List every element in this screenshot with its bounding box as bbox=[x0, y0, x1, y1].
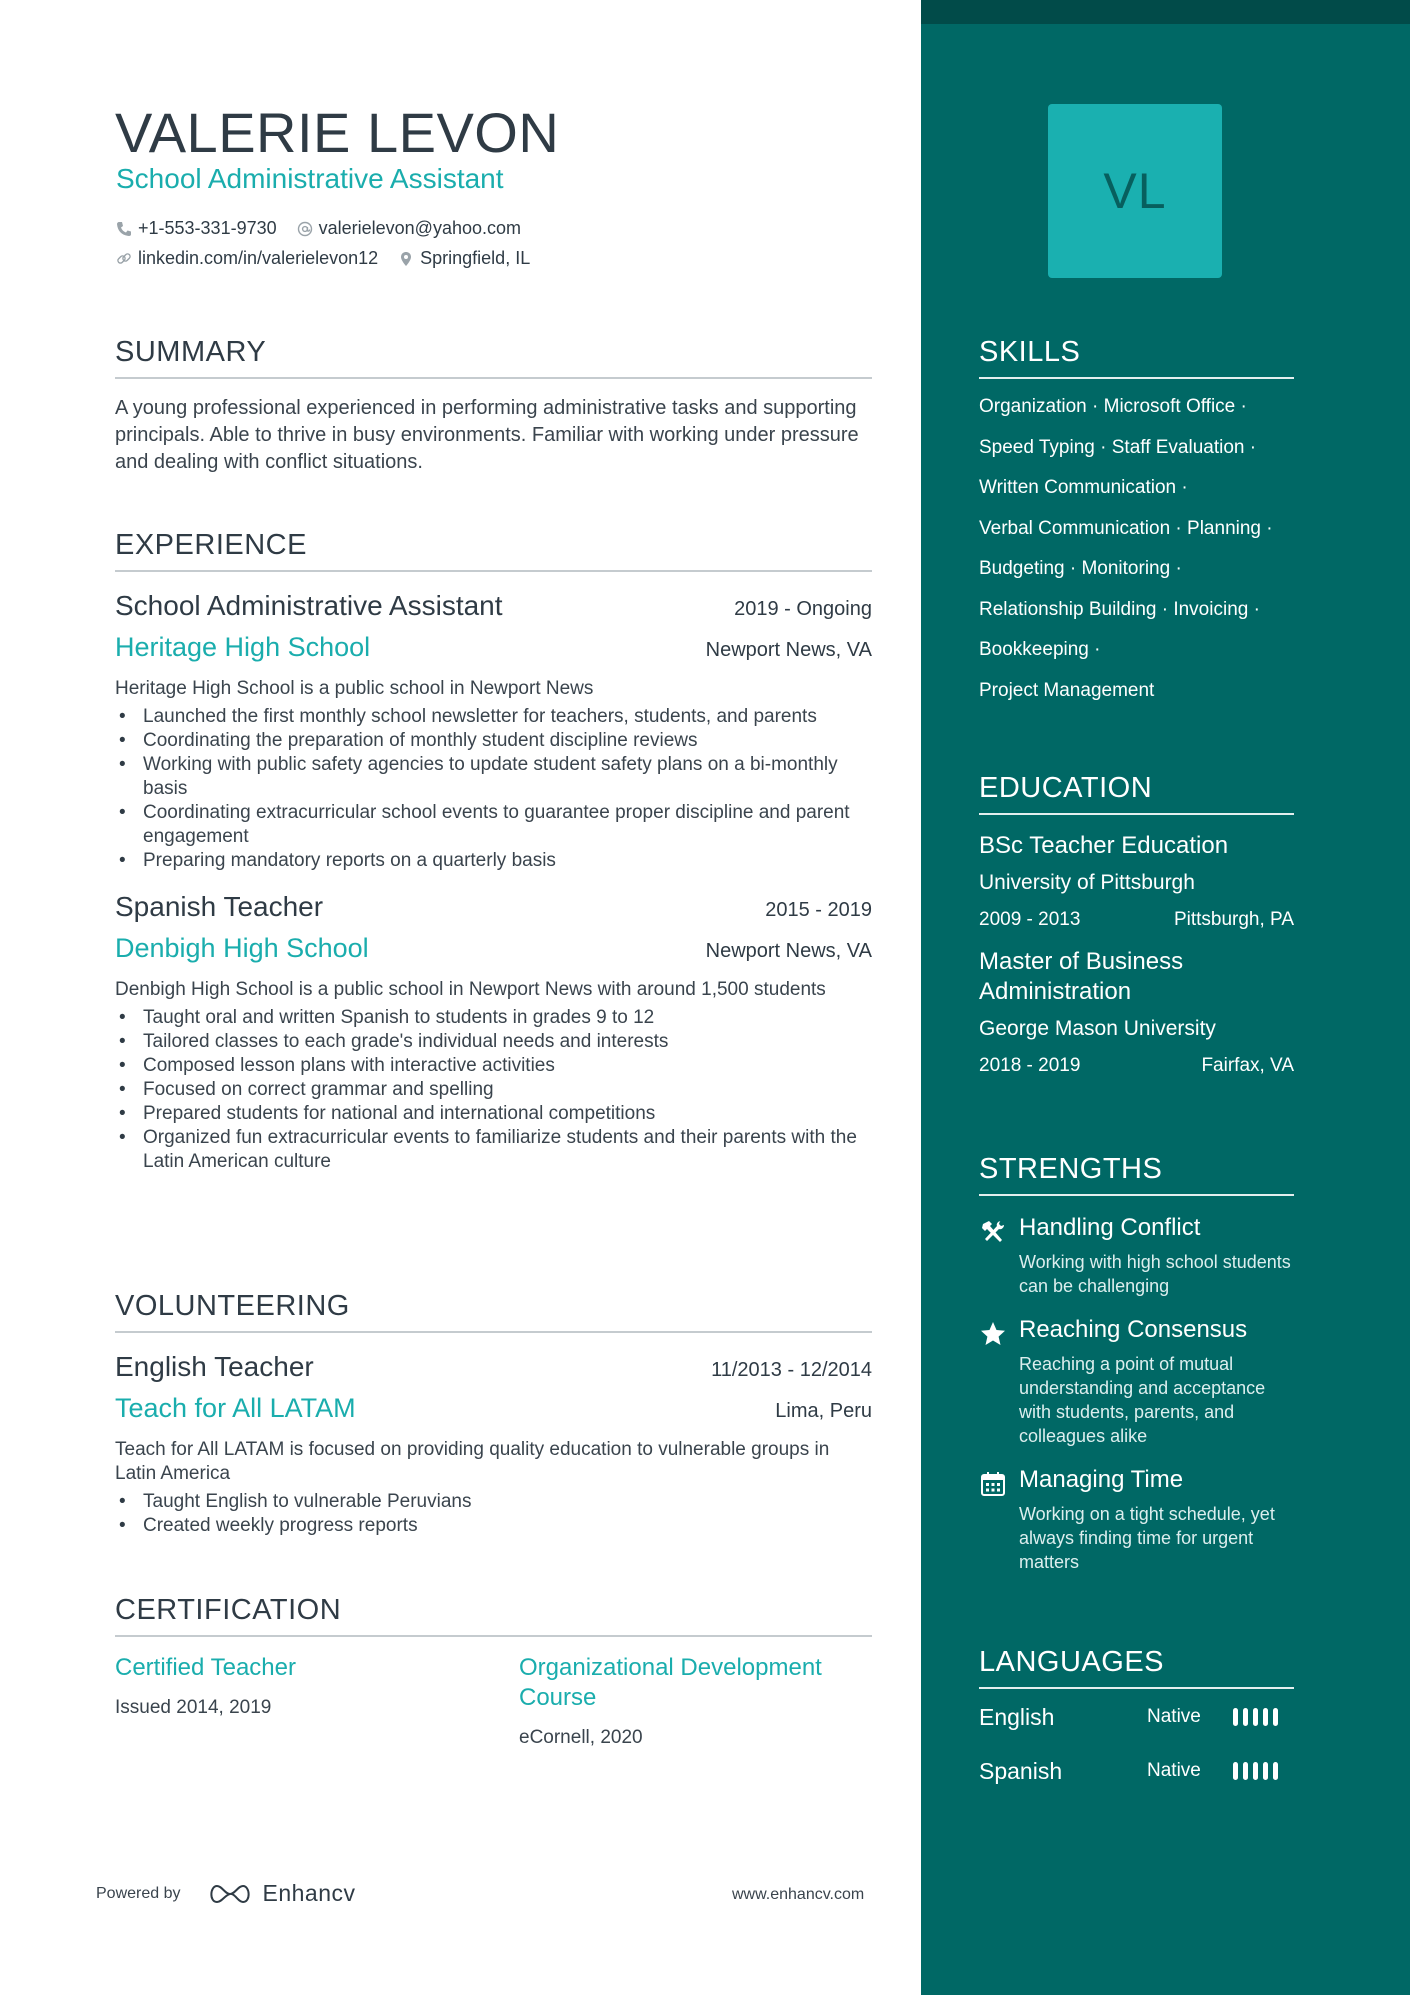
summary-text: A young professional experienced in performing administrative tasks and supporting principals. Able to thrive in busy environments. Familiar with working under pressure and dealing with conflict situations. bbox=[115, 397, 859, 473]
strengths-heading: STRENGTHS bbox=[979, 1153, 1294, 1196]
linkedin-text: linkedin.com/in/valerielevon12 bbox=[138, 248, 379, 268]
bullet-item: • Working with public safety agencies to update student safety plans on a bi-monthly basis bbox=[115, 753, 872, 801]
strengths-section bbox=[979, 1153, 1294, 1574]
job-dates: 2015 - 2019 bbox=[765, 899, 872, 921]
language-proficiency-dots bbox=[1233, 1762, 1278, 1780]
certification-item bbox=[519, 1653, 872, 1749]
bullet-item: • Organized fun extracurricular events to familiarize students and their parents with the Latin American culture bbox=[115, 1126, 872, 1174]
job-location: Lima, Peru bbox=[775, 1400, 872, 1422]
language-name: English bbox=[979, 1703, 1055, 1730]
strength-description: Working with high school students can be challenging bbox=[1019, 1252, 1291, 1296]
contact-linkedin[interactable] bbox=[116, 248, 378, 269]
job-description: Teach for All LATAM is focused on providing quality education to vulnerable groups in Latin America bbox=[115, 1439, 830, 1484]
job-title: School Administrative Assistant bbox=[115, 590, 503, 621]
skills-line: Written Communication · bbox=[979, 477, 1188, 498]
experience-section bbox=[115, 529, 872, 1174]
proficiency-dot bbox=[1263, 1762, 1268, 1780]
job-bullets bbox=[115, 705, 872, 873]
experience-entry bbox=[115, 590, 872, 873]
bullet-item: • Coordinating the preparation of monthly student discipline reviews bbox=[115, 729, 872, 753]
education-section bbox=[979, 772, 1294, 1077]
strength-item bbox=[979, 1214, 1294, 1298]
certification-name: Certified Teacher bbox=[115, 1654, 296, 1681]
skills-line: Organization · Microsoft Office · bbox=[979, 396, 1247, 417]
summary-section bbox=[115, 336, 872, 476]
link-icon bbox=[116, 251, 132, 267]
candidate-title: School Administrative Assistant bbox=[116, 163, 504, 194]
skills-line: Relationship Building · Invoicing · bbox=[979, 598, 1260, 620]
language-item bbox=[979, 1753, 1294, 1789]
certification-heading: CERTIFICATION bbox=[115, 1594, 872, 1637]
volunteering-heading: VOLUNTEERING bbox=[115, 1290, 872, 1333]
bullet-item: • Taught English to vulnerable Peruvians bbox=[115, 1490, 872, 1514]
skills-line: Budgeting · Monitoring · bbox=[979, 558, 1182, 579]
job-bullets bbox=[115, 1006, 872, 1174]
bullet-item: • Taught oral and written Spanish to students in grades 9 to 12 bbox=[115, 1006, 872, 1030]
skills-line: Speed Typing · Staff Evaluation · bbox=[979, 436, 1257, 458]
certification-item bbox=[115, 1653, 519, 1749]
proficiency-dot bbox=[1263, 1708, 1268, 1726]
job-location: Newport News, VA bbox=[705, 639, 872, 661]
avatar: VL bbox=[1048, 104, 1222, 278]
skills-section bbox=[979, 336, 1294, 711]
summary-heading: SUMMARY bbox=[115, 336, 872, 379]
experience-heading: EXPERIENCE bbox=[115, 529, 872, 572]
experience-entry bbox=[115, 891, 872, 1174]
languages-section bbox=[979, 1646, 1294, 1789]
sidebar-top-band bbox=[921, 0, 1410, 24]
skills-line: Verbal Communication · Planning · bbox=[979, 517, 1273, 539]
phone-icon bbox=[116, 221, 132, 237]
bullet-item: • Preparing mandatory reports on a quarterly basis bbox=[115, 849, 872, 873]
language-level: Native bbox=[1147, 1706, 1201, 1727]
volunteering-section bbox=[115, 1290, 872, 1538]
education-item bbox=[979, 947, 1294, 1077]
education-dates: 2009 - 2013 bbox=[979, 909, 1081, 930]
job-dates: 2019 - Ongoing bbox=[734, 598, 872, 620]
certification-section bbox=[115, 1594, 872, 1749]
candidate-name: VALERIE LEVON bbox=[115, 101, 560, 164]
email-text: valerielevon@yahoo.com bbox=[318, 218, 522, 238]
certification-name: Organizational Development Course bbox=[519, 1654, 822, 1711]
strength-name: Reaching Consensus bbox=[1019, 1316, 1248, 1343]
language-proficiency-dots bbox=[1233, 1708, 1278, 1726]
proficiency-dot bbox=[1273, 1762, 1278, 1780]
location-text: Springfield, IL bbox=[420, 248, 531, 268]
education-school: George Mason University bbox=[979, 1017, 1216, 1040]
location-pin-icon bbox=[398, 251, 414, 267]
strength-name: Handling Conflict bbox=[1019, 1214, 1201, 1241]
contact-location bbox=[398, 248, 530, 269]
proficiency-dot bbox=[1233, 1762, 1238, 1780]
job-company: Denbigh High School bbox=[115, 933, 369, 963]
strength-name: Managing Time bbox=[1019, 1466, 1184, 1493]
job-bullets bbox=[115, 1490, 872, 1538]
bullet-item: • Composed lesson plans with interactive activities bbox=[115, 1054, 872, 1078]
contact-email[interactable] bbox=[297, 218, 521, 239]
enhancv-logo[interactable] bbox=[207, 1880, 356, 1907]
job-dates: 11/2013 - 12/2014 bbox=[711, 1359, 872, 1381]
proficiency-dot bbox=[1253, 1762, 1258, 1780]
education-degree: BSc Teacher Education bbox=[979, 832, 1229, 859]
proficiency-dot bbox=[1273, 1708, 1278, 1726]
education-school: University of Pittsburgh bbox=[979, 871, 1195, 894]
bullet-item: • Prepared students for national and international competitions bbox=[115, 1102, 872, 1126]
education-item bbox=[979, 831, 1294, 931]
job-location: Newport News, VA bbox=[705, 940, 872, 962]
education-location: Fairfax, VA bbox=[1201, 1055, 1294, 1076]
language-name: Spanish bbox=[979, 1757, 1063, 1784]
language-item bbox=[979, 1699, 1294, 1735]
certification-issued: Issued 2014, 2019 bbox=[115, 1697, 272, 1718]
powered-by-label: Powered by bbox=[96, 1884, 181, 1902]
skills-heading: SKILLS bbox=[979, 336, 1294, 379]
strength-item bbox=[979, 1466, 1294, 1574]
enhancv-logo-icon bbox=[207, 1883, 253, 1905]
bullet-item: • Coordinating extracurricular school events to guarantee proper discipline and parent engagement bbox=[115, 801, 872, 849]
phone-text: +1-553-331-9730 bbox=[138, 218, 277, 238]
job-title: English Teacher bbox=[115, 1351, 314, 1382]
at-icon bbox=[297, 221, 313, 237]
job-description: Heritage High School is a public school in Newport News bbox=[115, 678, 594, 699]
bullet-item: • Tailored classes to each grade's individual needs and interests bbox=[115, 1030, 872, 1054]
language-level: Native bbox=[1147, 1760, 1201, 1781]
job-description: Denbigh High School is a public school in Newport News with around 1,500 students bbox=[115, 979, 826, 1000]
contact-row-2 bbox=[116, 248, 530, 269]
footer-website[interactable]: www.enhancv.com bbox=[732, 1886, 865, 1903]
skills-list bbox=[979, 387, 1294, 711]
enhancv-brand-text: Enhancv bbox=[262, 1880, 356, 1906]
contact-phone[interactable] bbox=[116, 218, 277, 239]
languages-heading: LANGUAGES bbox=[979, 1646, 1294, 1689]
contact-row-1 bbox=[116, 218, 521, 239]
education-degree: Master of Business Administration bbox=[979, 948, 1184, 1005]
bullet-item: • Created weekly progress reports bbox=[115, 1514, 872, 1538]
bullet-item: • Focused on correct grammar and spelling bbox=[115, 1078, 872, 1102]
star-icon bbox=[979, 1320, 1007, 1348]
skills-line: Project Management bbox=[979, 679, 1155, 701]
education-dates: 2018 - 2019 bbox=[979, 1055, 1081, 1076]
skills-line: Bookkeeping · bbox=[979, 639, 1101, 660]
proficiency-dot bbox=[1243, 1708, 1248, 1726]
sidebar bbox=[921, 0, 1410, 1995]
job-title: Spanish Teacher bbox=[115, 891, 324, 922]
education-heading: EDUCATION bbox=[979, 772, 1294, 815]
proficiency-dot bbox=[1233, 1708, 1238, 1726]
footer-powered bbox=[96, 1880, 356, 1907]
strength-item bbox=[979, 1316, 1294, 1448]
job-company: Heritage High School bbox=[115, 632, 371, 662]
certification-issued: eCornell, 2020 bbox=[519, 1727, 643, 1748]
proficiency-dot bbox=[1253, 1708, 1258, 1726]
volunteering-entry bbox=[115, 1351, 872, 1538]
strength-description: Working on a tight schedule, yet always finding time for urgent matters bbox=[1019, 1504, 1275, 1572]
calendar-icon bbox=[979, 1470, 1007, 1498]
strength-description: Reaching a point of mutual understanding and acceptance with students, parents, and colleagues alike bbox=[1019, 1354, 1266, 1446]
bullet-item: • Launched the first monthly school newsletter for teachers, students, and parents bbox=[115, 705, 872, 729]
proficiency-dot bbox=[1243, 1762, 1248, 1780]
education-location: Pittsburgh, PA bbox=[1173, 909, 1294, 930]
hammer-wrench-icon bbox=[979, 1218, 1007, 1246]
job-company: Teach for All LATAM bbox=[115, 1393, 356, 1423]
